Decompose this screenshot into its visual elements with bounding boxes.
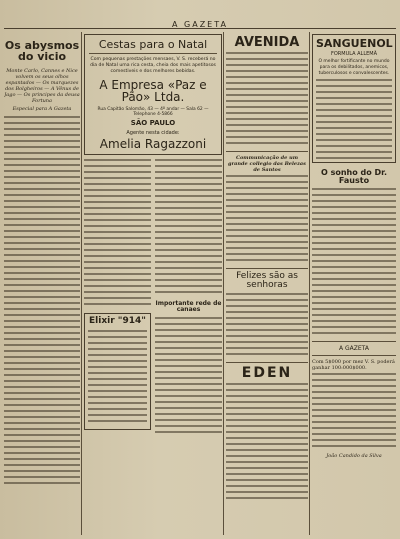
ad-subtitle: FORMULA ALLEMÃ (330, 51, 378, 57)
article-body (226, 52, 308, 148)
gazeta-promo-text: Com 5$000 por mez V. S. poderá ganhar 100:000$000. (312, 359, 395, 371)
elixir-advertisement (84, 313, 151, 430)
article-body (155, 317, 222, 437)
column-divider (223, 32, 224, 535)
ad-city: SÃO PAULO (130, 119, 176, 127)
column-1 (4, 32, 80, 535)
ad-description: Com pequenas prestações mensaes, V. S. receberá no dia de Natal uma rica cesta, cheia dos mais apetitosos comestiveis e dos melhores bebidas. (90, 57, 216, 74)
cestas-advertisement (84, 34, 222, 155)
ad-body (88, 330, 147, 426)
column-4 (312, 32, 396, 535)
article-headline: O sonho do Dr. Fausto (320, 168, 387, 185)
column-3 (226, 32, 308, 535)
article-body (84, 159, 151, 309)
article-body (312, 373, 396, 451)
article-body (4, 116, 80, 488)
ad-address: Rua Capitão Salomão, 43 — 4º andar — Sala 62 — Telephone 4-5866 (97, 107, 209, 117)
article-subtitle: Monte Carlo, Cannes e Nice volvem os seus olhos espantados — Os marquezes dos Bolgheiros — A Vênus de Jago — Os principes da deusa Fortuna (4, 68, 80, 104)
masthead-rule (4, 28, 396, 29)
section-heading: AVENIDA (234, 35, 300, 50)
article-credit: Especial para A Gazeta (12, 106, 72, 112)
article-body-text (226, 52, 308, 75)
article-body-text (312, 188, 396, 211)
ad-agent-name: Amelia Ragazzoni (99, 137, 207, 151)
article-body (226, 293, 308, 359)
article-headline: Importante rede de canaes (155, 300, 222, 313)
sanguenol-advertisement (312, 34, 396, 163)
column-divider (309, 32, 310, 535)
column-divider (81, 32, 82, 535)
article-body-text (4, 116, 80, 157)
section-heading: A GAZETA (339, 345, 369, 352)
article-body (312, 188, 396, 338)
ad-body (316, 79, 392, 159)
article-body-text (155, 317, 222, 346)
signature: João Candido da Silva (326, 453, 382, 459)
masthead-title: A GAZETA (172, 20, 228, 29)
ad-agent-label: Agente nesta cidade: (126, 130, 180, 136)
ad-company: A Empresa «Paz e Pão» Ltda. (99, 78, 207, 104)
ad-title: SANGUENOL (316, 37, 393, 50)
article-headline: Communicação de um grande collegio das Belezas de Santos (228, 155, 306, 173)
article-body (226, 175, 308, 265)
article-headline: Os abysmos do vicio (4, 39, 80, 63)
ad-description: O melhor fortificante no mundo para os debilitados, anemicos, tuberculosos e convalescentes. (318, 59, 390, 76)
ad-title: Elixir "914" (89, 316, 146, 326)
article-body (226, 383, 308, 503)
article-headline: Felizes são as senhoras (236, 271, 298, 290)
article-body (155, 159, 222, 297)
column-2 (84, 32, 222, 535)
section-heading: EDEN (241, 365, 293, 381)
ad-title: Cestas para o Natal (98, 38, 208, 51)
